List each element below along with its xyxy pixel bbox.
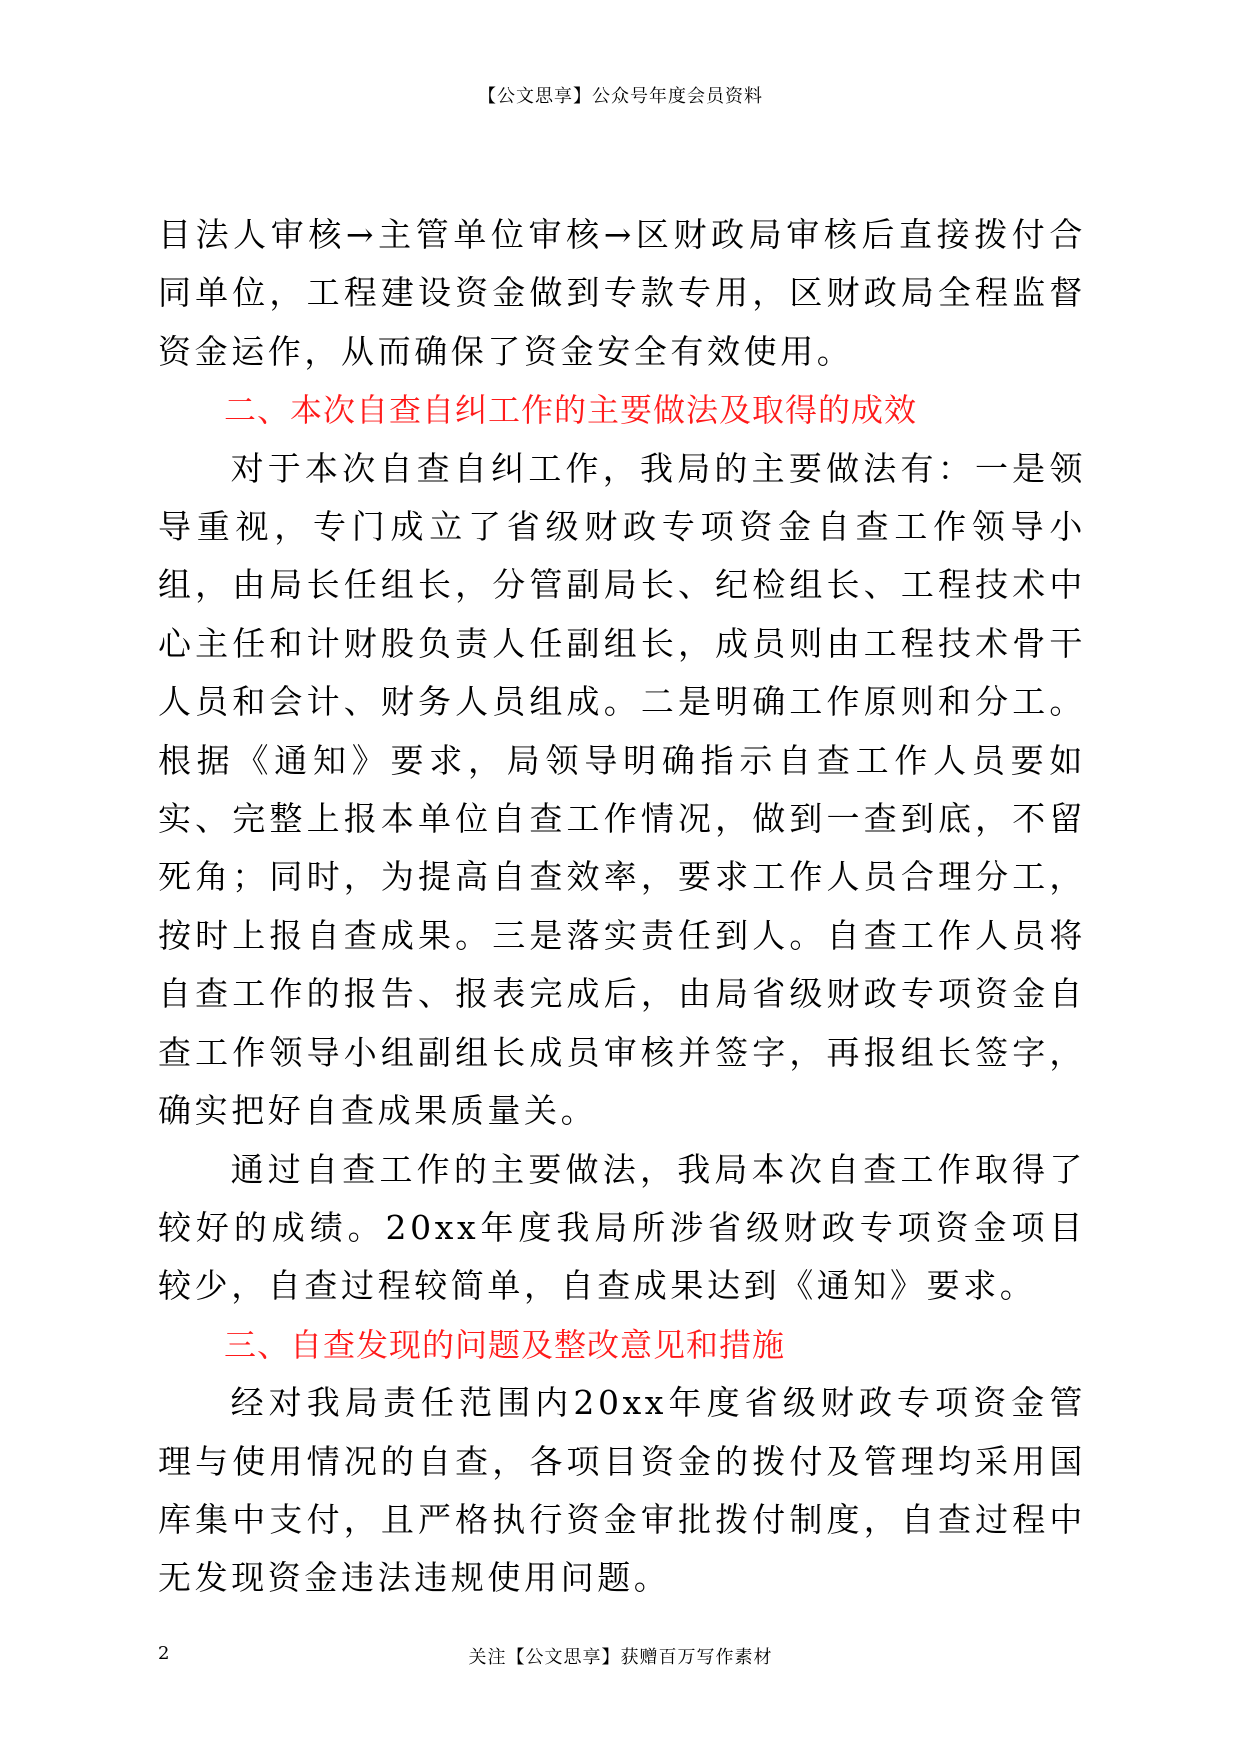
document-body bbox=[158, 206, 1086, 1608]
page-header: 【公文思享】公众号年度会员资料 bbox=[478, 86, 763, 107]
section-heading-3: 三、自查发现的问题及整改意见和措施 bbox=[224, 1325, 786, 1364]
paragraph-approval-flow: 目法人审核→主管单位审核→区财政局审核后直接拨付合同单位，工程建设资金做到专款专用，区财政局全程监督资金运作，从而确保了资金安全有效使用。 bbox=[158, 215, 1086, 371]
page-number: 2 bbox=[158, 1643, 170, 1664]
section-heading-2: 二、本次自查自纠工作的主要做法及取得的成效 bbox=[224, 391, 918, 430]
paragraph-main-practices: 对于本次自查自纠工作，我局的主要做法有：一是领导重视，专门成立了省级财政专项资金自查工作领导小组，由局长任组长，分管副局长、纪检组长、工程技术中心主任和计财股负责人任副组长，成员则由工程技术骨干人员和会计、财务人员组成。二是明确工作原则和分工。根据《通知》要求，局领导明确指示自查工作人员要如实、完整上报本单位自查工作情况，做到一查到底，不留死角；同时，为提高自查效率，要求工作人员合理分工，按时上报自查成果。三是落实责任到人。自查工作人员将自查工作的报告、报表完成后，由局省级财政专项资金自查工作领导小组副组长成员审核并签字，再报组长签字，确实把好自查成果质量关。 bbox=[158, 448, 1086, 1131]
paragraph-results: 通过自查工作的主要做法，我局本次自查工作取得了较好的成绩。20xx年度我局所涉省级财政专项资金项目较少，自查过程较简单，自查成果达到《通知》要求。 bbox=[158, 1149, 1086, 1306]
page-footer: 关注【公文思享】获赠百万写作素材 bbox=[468, 1647, 773, 1668]
paragraph-findings: 经对我局责任范围内20xx年度省级财政专项资金管理与使用情况的自查，各项目资金的拨付及管理均采用国库集中支付，且严格执行资金审批拨付制度，自查过程中无发现资金违法违规使用问题。 bbox=[158, 1383, 1086, 1598]
